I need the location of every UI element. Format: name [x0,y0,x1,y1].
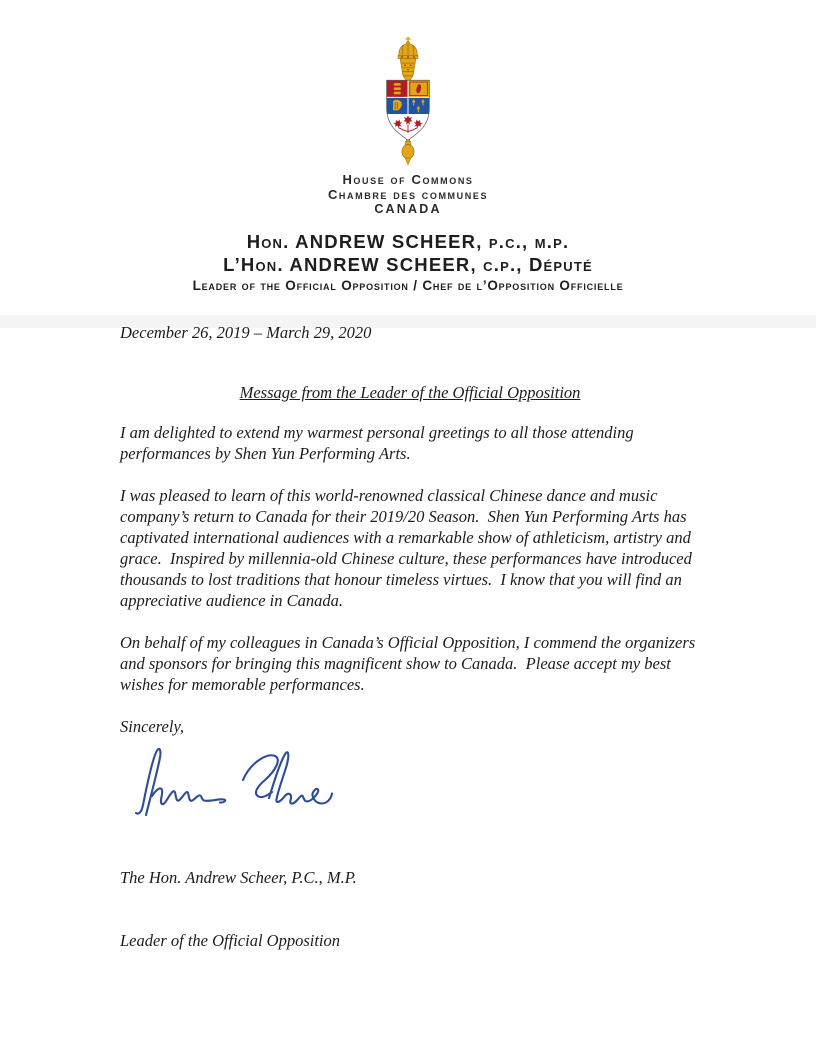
date-range: December 26, 2019 – March 29, 2020 [120,323,372,342]
signature-andrew-scheer-icon [128,743,336,817]
signature [128,743,700,819]
subject-line: Message from the Leader of the Official Opposition [239,383,581,402]
canada-shield [387,80,430,140]
paragraph-1: I am delighted to extend my warmest personal greetings to all those attending performances by Shen Yun Performing Arts. [120,423,638,463]
org-name-fr: Chambre des communes [327,187,489,202]
org-country: CANADA [374,202,442,216]
signoff-title: Leader of the Official Opposition [120,931,340,950]
mace-crown [398,37,418,59]
signoff-name: The Hon. Andrew Scheer, P.C., M.P. [120,868,357,887]
paragraph-3: On behalf of my colleagues in Canada’s Official Opposition, I commend the organizers and sponsors for bringing this magnificent show to Canada. Please accept my best wishes for memorable performances. [120,633,700,694]
officeholder-name-en: Hon. ANDREW SCHEER, p.c., m.p. [246,231,570,252]
letter-body [120,322,700,993]
letterhead [0,0,816,294]
closing-word: Sincerely, [120,717,184,736]
paragraph-2: I was pleased to learn of this world-renowned classical Chinese dance and music company’s return to Canada for their 2019/20 Season. Shen Yun Performing Arts has captivated international audiences with a remarkable show of athleticism, artistry and grace. Inspired by millennia-old Chinese culture, these performances have introduced thousands to lost traditions that honour timeless virtues. I know that you will find an appreciative audience in Canada. [120,486,696,610]
mace-foot [402,142,414,166]
officeholder-block [0,230,816,294]
org-name-en: House of Commons [342,172,474,187]
officeholder-name-fr: L’Hon. ANDREW SCHEER, c.p., Député [223,254,593,275]
mace-head [400,58,416,80]
officeholder-role: Leader of the Official Opposition / Chef de l’Opposition Officielle [192,278,624,293]
org-name-block [0,172,816,217]
house-of-commons-crest-icon [360,36,456,168]
signoff-block [120,825,700,993]
